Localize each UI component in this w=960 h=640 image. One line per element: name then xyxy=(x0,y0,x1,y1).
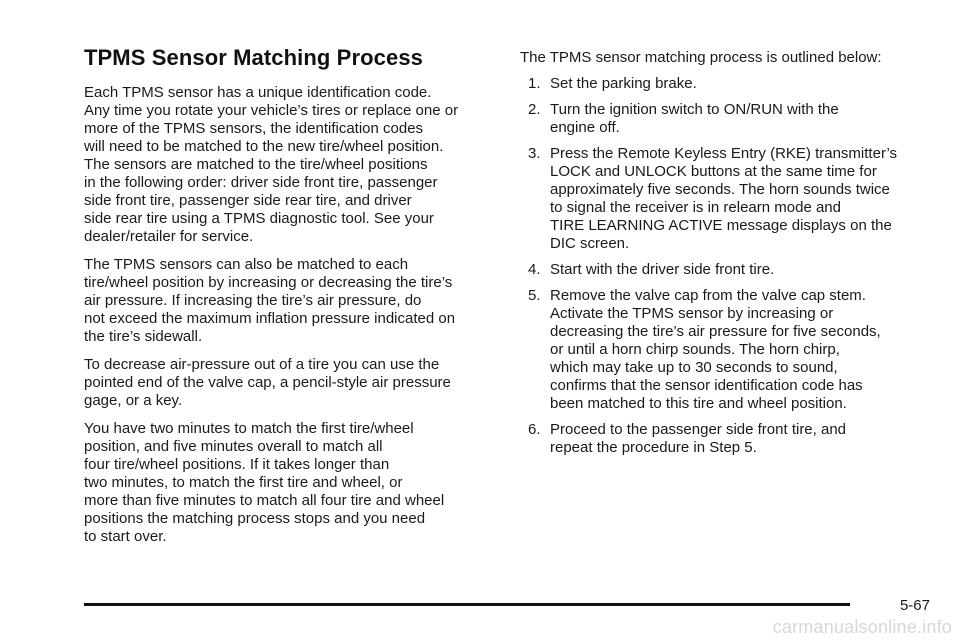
step-item xyxy=(520,145,945,253)
step-item xyxy=(520,101,945,137)
step-item xyxy=(520,261,945,279)
paragraph-sensor-codes: Each TPMS sensor has a unique identification code. Any time you rotate your vehicle’s tires or replace one or more of the TPMS sensors, the identification codes will need to be matched to the new tire/wheel position. The sensors are matched to the tire/wheel positions in the following order: driver side front tire, passenger side front tire, passenger side rear tire, and driver side rear tire using a TPMS diagnostic tool. See your dealer/retailer for service. xyxy=(84,84,459,245)
step-number: 1. xyxy=(528,75,541,92)
step-item xyxy=(520,287,945,413)
step-text: Start with the driver side front tire. xyxy=(550,261,775,278)
page-title: TPMS Sensor Matching Process xyxy=(84,45,423,70)
footer-rule xyxy=(84,603,850,606)
page-number: 5-67 xyxy=(899,597,930,614)
step-text: Press the Remote Keyless Entry (RKE) transmitter’s LOCK and UNLOCK buttons at the same time for approximately five seconds. The horn sounds twice to signal the receiver is in relearn mode and TIRE LEARNING ACTIVE message displays on the DIC screen. xyxy=(550,145,898,252)
step-number: 2. xyxy=(528,101,541,118)
left-column xyxy=(84,44,494,556)
step-number: 3. xyxy=(528,145,541,162)
paragraph-decrease-pressure: To decrease air-pressure out of a tire you can use the pointed end of the valve cap, a pencil-style air pressure gage, or a key. xyxy=(84,356,451,409)
step-number: 5. xyxy=(528,287,541,304)
step-text: Remove the valve cap from the valve cap stem. Activate the TPMS sensor by increasing or decreasing the tire’s air pressure for five seconds, or until a horn chirp sounds. The horn chirp, which may take up to 30 seconds to sound, confirms that the sensor identification code has been matched to this tire and wheel position. xyxy=(550,287,881,412)
paragraph-time-limits: You have two minutes to match the first tire/wheel position, and five minutes overall to match all four tire/wheel positions. If it takes longer than two minutes, to match the first tire and wheel, or more than five minutes to match all four tire and wheel positions the matching process stops and you need to start over. xyxy=(84,420,445,545)
watermark-text: carmanualsonline.info xyxy=(772,617,952,637)
step-text: Set the parking brake. xyxy=(550,75,697,92)
step-item xyxy=(520,421,945,457)
step-item xyxy=(520,75,945,93)
paragraph-air-pressure-matching: The TPMS sensors can also be matched to each tire/wheel position by increasing or decreasing the tire’s air pressure. If increasing the tire’s air pressure, do not exceed the maximum inflation pressure indicated on the tire’s sidewall. xyxy=(84,256,456,345)
step-number: 6. xyxy=(528,421,541,438)
step-text: Turn the ignition switch to ON/RUN with the engine off. xyxy=(550,101,839,136)
steps-intro: The TPMS sensor matching process is outlined below: xyxy=(520,49,882,66)
step-text: Proceed to the passenger side front tire, and repeat the procedure in Step 5. xyxy=(550,421,847,456)
steps-list xyxy=(520,75,945,457)
right-column xyxy=(520,44,945,465)
step-number: 4. xyxy=(528,261,541,278)
